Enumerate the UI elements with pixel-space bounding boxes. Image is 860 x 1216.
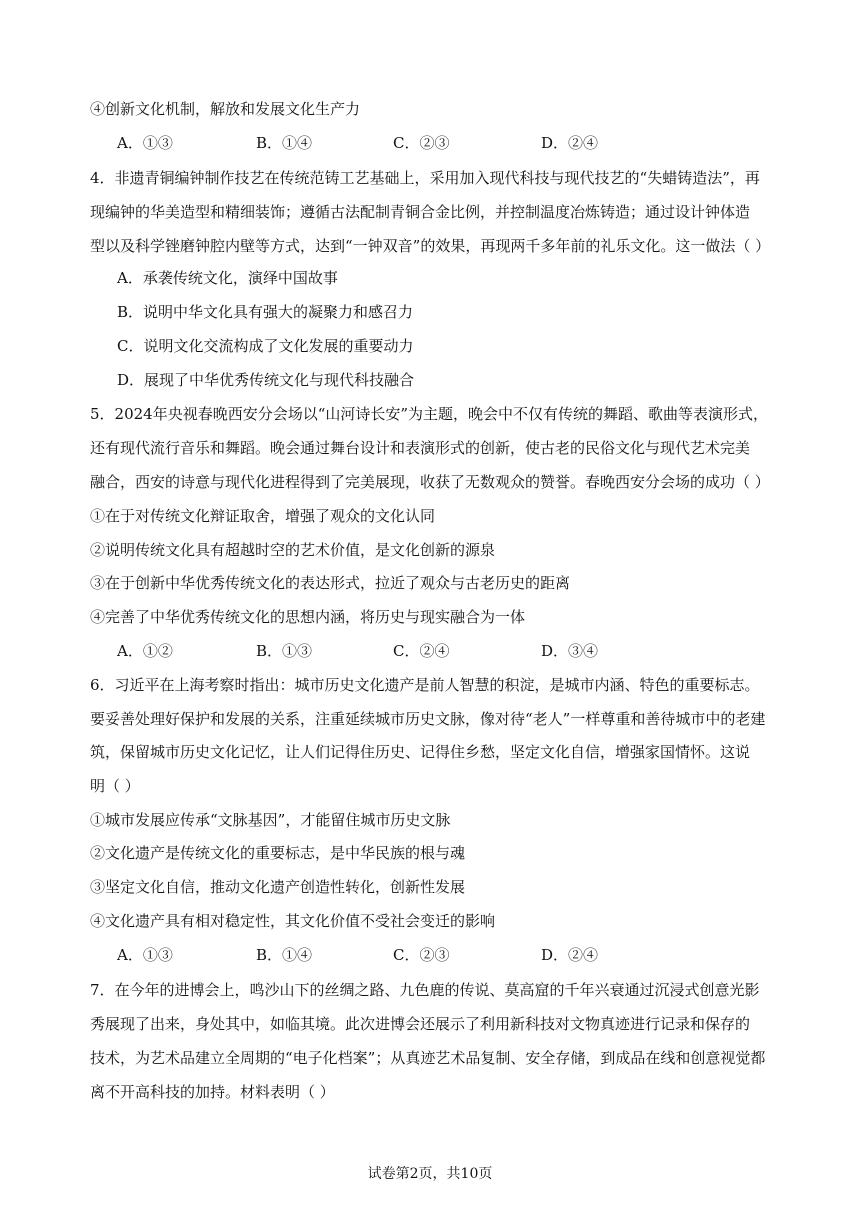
q6-item-2: ②文化遗产是传统文化的重要标志，是中华民族的根与魂	[90, 844, 466, 862]
q3-option-b: B．①④	[256, 134, 313, 152]
q6-item-4: ④文化遗产具有相对稳定性，其文化价值不受社会变迁的影响	[90, 912, 496, 930]
q5-stem-line-2: 还有现代流行音乐和舞蹈。晚会通过舞台设计和表演形式的创新，使古老的民俗文化与现代艺术完美	[90, 439, 751, 457]
q6-item-1: ①城市发展应传承“文脉基因”，才能留住城市历史文脉	[90, 811, 451, 829]
q6-stem-line-2: 要妥善处理好保护和发展的关系，注重延续城市历史文脉，像对待“老人”一样尊重和善待城市中的老建	[90, 710, 766, 728]
q5-item-3: ③在于创新中华优秀传统文化的表达形式，拉近了观众与古老历史的距离	[90, 574, 571, 592]
q5-option-c: C．②④	[393, 642, 450, 660]
q6-option-b: B．①④	[256, 946, 313, 964]
q5-option-b: B．①③	[256, 642, 313, 660]
q4-stem-line-3: 型以及科学锉磨钟腔内壁等方式，达到“一钟双音”的效果，再现两千多年前的礼乐文化。这一做法（ ）	[90, 237, 771, 255]
q3-option-c: C．②③	[393, 134, 450, 152]
q4-choice-c: C．说明文化交流构成了文化发展的重要动力	[117, 337, 414, 355]
q4-stem-line-1: 4．非遗青铜编钟制作技艺在传统范铸工艺基础上，采用加入现代科技与现代技艺的“失蜡铸造法”，再	[90, 169, 760, 187]
q5-options	[117, 641, 717, 661]
q6-stem-line-4: 明（ ）	[90, 777, 140, 795]
q6-option-d: D．②④	[541, 946, 599, 964]
q4-stem-line-2: 现编钟的华美造型和精细装饰；遵循古法配制青铜合金比例，并控制温度冶炼铸造；通过设计钟体造	[90, 203, 751, 221]
q5-stem-line-1: 5．2024年央视春晚西安分会场以“山河诗长安”为主题，晚会中不仅有传统的舞蹈、歌曲等表演形式，	[90, 405, 769, 423]
q4-choice-d: D．展现了中华优秀传统文化与现代科技融合	[117, 371, 415, 389]
q6-stem-line-3: 筑，保留城市历史文化记忆，让人们记得住历史、记得住乡愁，坚定文化自信，增强家国情怀。这说	[90, 743, 751, 761]
page-footer: 试卷第2页，共10页	[367, 1166, 493, 1182]
q3-option-a: A．①③	[117, 134, 173, 152]
q7-stem-line-2: 秀展现了出来，身处其中，如临其境。此次进博会还展示了利用新科技对文物真迹进行记录和保存的	[90, 1015, 751, 1033]
q3-options	[117, 133, 717, 153]
q5-item-4: ④完善了中华优秀传统文化的思想内涵，将历史与现实融合为一体	[90, 608, 526, 626]
q7-stem-line-4: 离不开高科技的加持。材料表明（ ）	[90, 1083, 335, 1101]
q3-option-d: D．②④	[541, 134, 599, 152]
q6-stem-line-1: 6．习近平在上海考察时指出：城市历史文化遗产是前人智慧的积淀，是城市内涵、特色的重要标志。	[90, 676, 760, 694]
q6-option-c: C．②③	[393, 946, 450, 964]
q6-option-a: A．①③	[117, 946, 173, 964]
q5-stem-line-3: 融合，西安的诗意与现代化进程得到了完美展现，收获了无数观众的赞誉。春晚西安分会场的成功（ ）	[90, 473, 770, 491]
q7-stem-line-1: 7．在今年的进博会上，鸣沙山下的丝绸之路、九色鹿的传说、莫高窟的千年兴衰通过沉浸式创意光影	[90, 981, 760, 999]
q4-choice-a: A．承袭传统文化，演绎中国故事	[117, 269, 338, 287]
q5-item-1: ①在于对传统文化辩证取舍，增强了观众的文化认同	[90, 507, 436, 525]
q6-options	[117, 945, 717, 965]
q3-item-4: ④创新文化机制，解放和发展文化生产力	[90, 100, 361, 118]
q7-stem-line-3: 技术，为艺术品建立全周期的“电子化档案”；从真迹艺术品复制、安全存储，到成品在线和创意视觉都	[90, 1049, 766, 1067]
q5-item-2: ②说明传统文化具有超越时空的艺术价值，是文化创新的源泉	[90, 541, 496, 559]
q5-option-a: A．①②	[117, 642, 173, 660]
q5-option-d: D．③④	[541, 642, 599, 660]
q6-item-3: ③坚定文化自信，推动文化遗产创造性转化，创新性发展	[90, 878, 466, 896]
q4-choice-b: B．说明中华文化具有强大的凝聚力和感召力	[117, 303, 414, 321]
